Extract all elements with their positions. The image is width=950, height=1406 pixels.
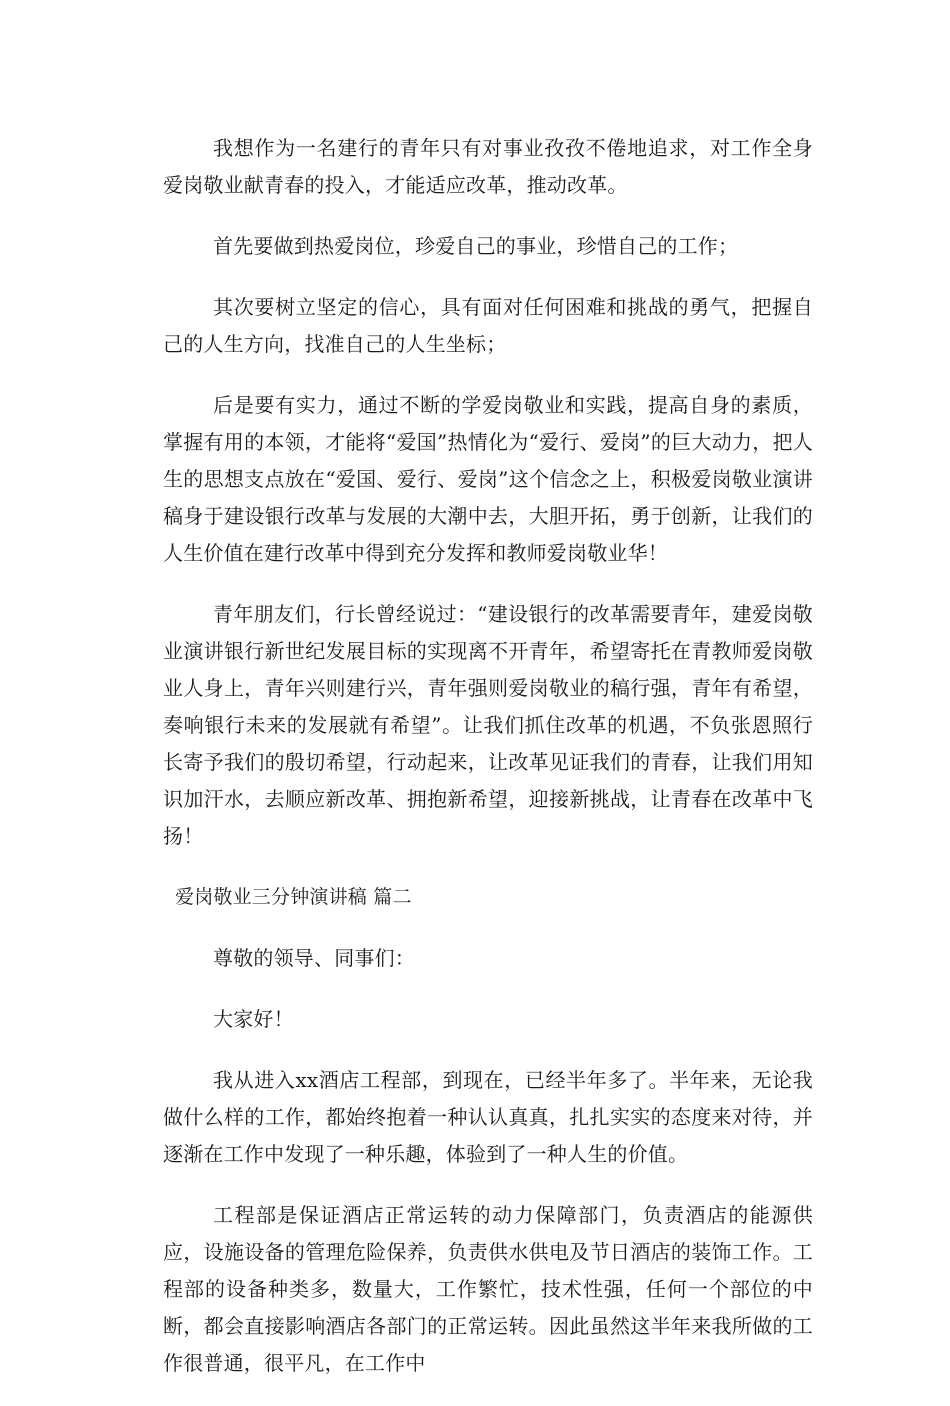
paragraph-greeting: 大家好！: [213, 1007, 294, 1031]
paragraph-dedication: 我想作为一名建行的青年只有对事业孜孜不倦地追求，对工作全身爱岗敬业献青春的投入，才能适应改革，推动改革。: [163, 136, 813, 197]
paragraph-last-point: 后是要有实力，通过不断的学爱岗敬业和实践，提高自身的素质，掌握有用的本领，才能将“爱国”热情化为“爱行、爱岗”的巨大动力，把人生的思想支点放在“爱国、爱行、爱岗”这个信念之上，积极爱岗敬业演讲稿身于建设银行改革与发展的大潮中去，大胆开拓，勇于创新，让我们的人生价值在建行改革中得到充分发挥和教师爱岗敬业华！: [163, 393, 813, 565]
paragraph-half-year: 我从进入xx酒店工程部，到现在，已经半年多了。半年来，无论我做什么样的工作，都始终抱着一种认认真真，扎扎实实的态度来对待，并逐渐在工作中发现了一种乐趣，体验到了一种人生的价值。: [163, 1068, 813, 1166]
paragraph-first-point: 首先要做到热爱岗位，珍爱自己的事业，珍惜自己的工作；: [213, 234, 739, 258]
paragraph-engineering-dept: 工程部是保证酒店正常运转的动力保障部门，负责酒店的能源供应，设施设备的管理危险保养，负责供水供电及节日酒店的装饰工作。工程部的设备种类多，数量大，工作繁忙，技术性强，任何一个部位的中断，都会直接影响酒店各部门的正常运转。因此虽然这半年来我所做的工作很普通，很平凡，在工作中: [163, 1203, 813, 1375]
paragraph-young-friends: 青年朋友们，行长曾经说过：“建设银行的改革需要青年，建爱岗敬业演讲银行新世纪发展目标的实现离不开青年，希望寄托在青教师爱岗敬业人身上，青年兴则建行兴，青年强则爱岗敬业的稿行强，青年有希望，奏响银行未来的发展就有希望”。让我们抓住改革的机遇，不负张恩照行长寄予我们的殷切希望，行动起来，让改革见证我们的青春，让我们用知识加汗水，去顺应新改革、拥抱新希望，迎接新挑战，让青春在改革中飞扬！: [163, 602, 813, 848]
paragraph-second-point: 其次要树立坚定的信心，具有面对任何困难和挑战的勇气，把握自己的人生方向，找准自己的人生坐标；: [163, 295, 813, 356]
section-heading: 爱岗敬业三分钟演讲稿 篇二: [175, 886, 412, 908]
paragraph-salutation: 尊敬的领导、同事们：: [213, 946, 415, 970]
document-body: [163, 130, 813, 1406]
